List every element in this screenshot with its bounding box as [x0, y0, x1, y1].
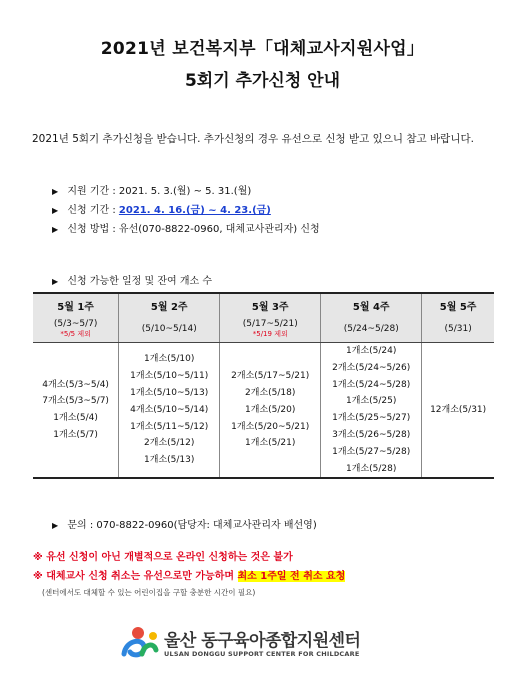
contact-value: 070-8822-0960(담당자: 대체교사관리자 배선영)	[96, 520, 317, 531]
slot-entry: 1개소(5/7)	[53, 429, 98, 440]
slot-entry: 1개소(5/11~5/12)	[130, 421, 209, 432]
warning-online: ※ 유선 신청이 아닌 개별적으로 온라인 신청하는 것은 불가	[33, 552, 293, 563]
week-note: *5/19 제외	[252, 330, 288, 338]
support-period-row: ▶ 지원 기간 : 2021. 5. 3.(월) ~ 5. 31.(월)	[52, 186, 252, 197]
slot-entry: 1개소(5/10)	[144, 354, 195, 365]
week-slots	[321, 343, 422, 479]
slot-entry: 1개소(5/28)	[346, 463, 397, 474]
apply-period-row: ▶ 신청 기간 : 2021. 4. 16.(금) ~ 4. 23.(금)	[52, 205, 271, 216]
slot-entry: 4개소(5/3~5/4)	[42, 379, 109, 390]
center-logo-english: ULSAN DONGGU SUPPORT CENTER FOR CHILDCARE	[164, 650, 360, 658]
slot-entry: 3개소(5/26~5/28)	[332, 429, 411, 440]
slot-entry: 4개소(5/10~5/14)	[130, 404, 209, 415]
small-note: (센터에서도 대체할 수 있는 어린이집을 구할 충분한 시간이 필요)	[42, 588, 256, 597]
slot-entry: 1개소(5/20)	[245, 404, 296, 415]
slot-entry: 1개소(5/4)	[53, 413, 98, 424]
week-range-cell	[220, 316, 321, 343]
week-name: 5월 4주	[321, 293, 422, 316]
contact-label: 문의	[67, 520, 87, 531]
support-period-value: 2021. 5. 3.(월) ~ 5. 31.(월)	[118, 186, 252, 197]
warning-cancel-text: ※ 대체교사 신청 취소는 유선으로만 가능하며	[33, 571, 238, 582]
slot-entry: 1개소(5/24)	[346, 346, 397, 356]
week-range-cell	[119, 316, 220, 343]
apply-method-row: ▶ 신청 방법 : 유선(070-8822-0960, 대체교사관리자) 신청	[52, 224, 320, 235]
week-range: (5/3~5/7)	[53, 319, 98, 329]
schedule-heading: 신청 가능한 일정 및 잔여 개소 수	[67, 276, 212, 287]
title-line-2: 5회기 추가신청 안내	[184, 71, 341, 91]
slot-entry: 1개소(5/25~5/27)	[332, 413, 411, 424]
week-range: (5/10~5/14)	[141, 324, 197, 334]
schedule-heading-row	[52, 272, 212, 287]
slot-entry: 1개소(5/20~5/21)	[231, 421, 310, 432]
slot-entry: 1개소(5/24~5/28)	[332, 379, 411, 390]
apply-period-value: 2021. 4. 16.(금) ~ 4. 23.(금)	[118, 205, 271, 216]
slot-entry: 2개소(5/12)	[144, 438, 195, 449]
slot-entry: 1개소(5/10~5/13)	[130, 387, 209, 398]
week-range: (5/24~5/28)	[343, 324, 399, 334]
title-line-1: 2021년 보건복지부「대체교사지원사업」	[100, 39, 425, 59]
support-period-label: 지원 기간	[67, 186, 110, 197]
slot-entry: 2개소(5/18)	[245, 387, 296, 398]
triangle-bullet-icon: ▶	[52, 277, 59, 286]
week-name: 5월 2주	[119, 293, 220, 316]
week-slots	[119, 343, 220, 479]
apply-method-value: 유선(070-8822-0960, 대체교사관리자) 신청	[118, 224, 320, 235]
triangle-bullet-icon: ▶	[52, 206, 59, 215]
week-name: 5월 5주	[422, 293, 494, 316]
week-name: 5월 1주	[33, 293, 119, 316]
week-range-cell	[422, 316, 494, 343]
slot-entry: 1개소(5/21)	[245, 438, 296, 449]
slot-entry: 7개소(5/3~5/7)	[42, 396, 109, 407]
slot-entry: 1개소(5/25)	[346, 396, 397, 407]
triangle-bullet-icon: ▶	[52, 187, 59, 196]
apply-period-label: 신청 기간	[67, 205, 110, 216]
triangle-bullet-icon: ▶	[52, 225, 59, 234]
week-range: (5/31)	[444, 324, 472, 334]
contact-row: ▶ 문의 : 070-8822-0960(담당자: 대체교사관리자 배선영)	[52, 520, 317, 531]
slot-entry: 12개소(5/31)	[430, 404, 487, 415]
slot-entry: 1개소(5/27~5/28)	[332, 446, 411, 457]
warning-cancel-highlight: 최소 1주일 전 취소 요청	[237, 571, 346, 582]
schedule-table	[33, 292, 494, 479]
week-slots	[33, 343, 119, 479]
week-range-cell	[321, 316, 422, 343]
week-range-cell	[33, 316, 119, 343]
week-slots	[220, 343, 321, 479]
week-note: *5/5 제외	[60, 330, 91, 338]
triangle-bullet-icon: ▶	[52, 521, 59, 530]
week-slots	[422, 343, 494, 479]
center-logo	[120, 624, 410, 664]
week-range: (5/17~5/21)	[242, 319, 298, 329]
intro-text: 2021년 5회기 추가신청을 받습니다. 추가신청의 경우 유선으로 신청 받고 있으니 참고 바랍니다.	[32, 133, 474, 145]
warning-cancel	[33, 567, 345, 582]
apply-method-label: 신청 방법	[67, 224, 110, 235]
slot-entry: 1개소(5/10~5/11)	[130, 371, 209, 382]
center-logo-mark-icon	[120, 624, 160, 662]
slot-entry: 2개소(5/24~5/26)	[332, 362, 411, 373]
slot-entry: 2개소(5/17~5/21)	[231, 371, 310, 382]
slot-entry: 1개소(5/13)	[144, 455, 195, 466]
center-logo-korean: 울산 동구육아종합지원센터	[164, 631, 361, 651]
week-name: 5월 3주	[220, 293, 321, 316]
